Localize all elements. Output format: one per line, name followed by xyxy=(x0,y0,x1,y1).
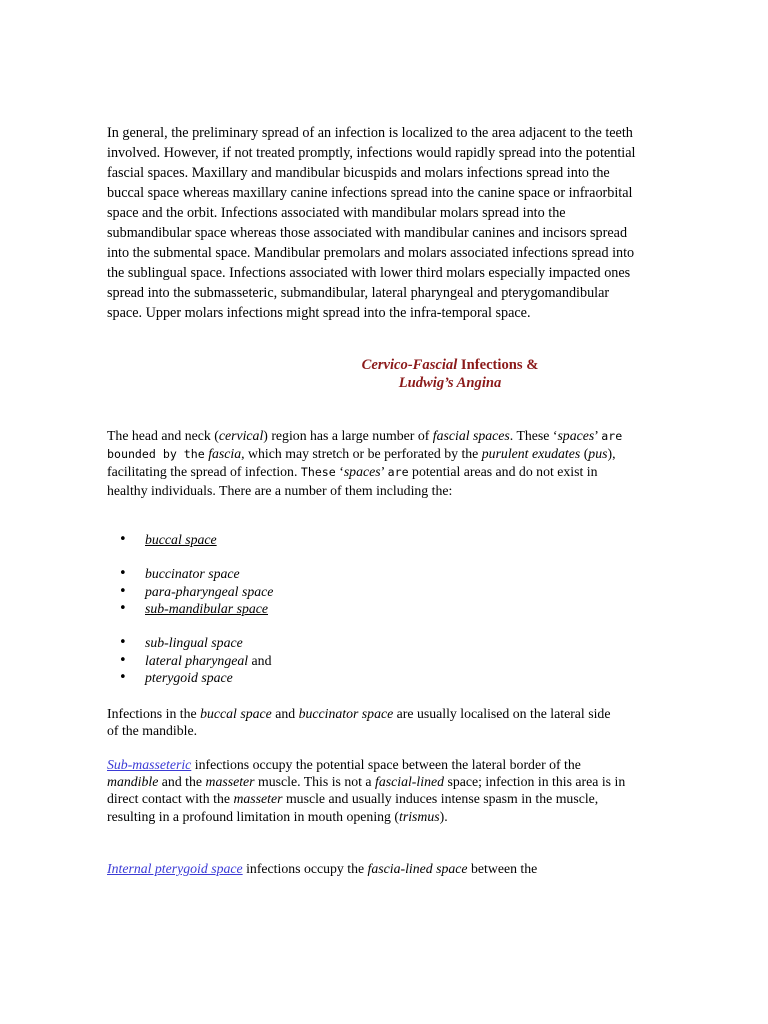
list-item-text: para-pharyngeal space xyxy=(145,583,274,599)
term-fascia: fascia xyxy=(208,446,242,462)
text-run: infections occupy the xyxy=(242,861,368,876)
term-fascia-lined-space: fascia-lined space xyxy=(367,861,468,876)
list-item xyxy=(107,531,217,549)
link-internal-pterygoid-space[interactable]: Internal pterygoid space xyxy=(107,861,243,876)
list-item-text: lateral pharyngeal xyxy=(145,652,249,668)
section-heading xyxy=(300,356,600,392)
text-run: infections occupy the potential space between the lateral border of the xyxy=(191,757,581,772)
term-masseter: masseter xyxy=(205,774,255,790)
text-run: , which may stretch or be perforated by the xyxy=(241,446,479,462)
space-list-1 xyxy=(107,531,217,549)
intro-paragraph: In general, the preliminary spread of an infection is localized to the area adjacent to the teeth involved. However, if not treated promptly, infections would rapidly spread into the potential fascial spaces. Maxillary and mandibular bicuspids and molars infections spread into the buccal space whereas maxillary canine infections spread into the canine space or infraorbital space and the orbit. Infections associated with mandibular molars spread into the submandibular space whereas those associated with mandibular canines and incisors spread into the submental space. Mandibular premolars and molars associated infections spread into the sublingual space. Infections associated with lower third molars especially impacted ones spread into the submasseteric, submandibular, lateral pharyngeal and pterygomandibular space. Upper molars infections might spread into the infra-temporal space. xyxy=(107,125,636,321)
link-sub-masseteric[interactable]: Sub-masseteric xyxy=(107,757,192,772)
heading-line-1 xyxy=(300,356,600,374)
list-item xyxy=(107,634,271,652)
text-run: between the xyxy=(467,861,538,876)
term-purulent-exudates: purulent exudates xyxy=(481,446,581,462)
list-item-text: sub-mandibular space xyxy=(145,601,269,616)
space-list-3 xyxy=(107,634,271,687)
paragraph-head-neck xyxy=(107,427,627,499)
paragraph-submasseteric xyxy=(107,756,627,825)
text-run: . These ‘ xyxy=(509,428,558,443)
heading-line-2: Ludwig’s Angina xyxy=(398,375,502,391)
text-run: ). xyxy=(439,808,448,824)
text-run: ), facilitating the spread of infection. xyxy=(107,446,616,480)
text-run: muscle. This is not a xyxy=(254,774,376,790)
term-pus: pus xyxy=(588,446,608,462)
term-cervical: cervical xyxy=(218,428,264,443)
mono-text-run: are bounded by the xyxy=(107,429,623,462)
text-run: ‘ xyxy=(335,464,344,480)
term-spaces: spaces xyxy=(557,428,595,443)
text-run: muscle and usually induces intense spasm in the muscle, resulting in a profound limitation in mouth opening ( xyxy=(107,791,599,824)
list-item xyxy=(107,600,273,618)
mono-text-run: These xyxy=(300,465,336,480)
text-run: Infections in the xyxy=(107,706,201,721)
list-item xyxy=(107,565,273,583)
term-buccinator-space: buccinator space xyxy=(298,706,394,721)
text-run: ’ xyxy=(594,428,602,443)
list-item xyxy=(107,669,271,687)
list-item-suffix: and xyxy=(248,652,272,668)
term-trismus: trismus xyxy=(399,808,440,824)
heading-italic-part: Cervico-Fascial xyxy=(361,357,458,373)
text-run: ) region has a large number of xyxy=(263,428,433,443)
text-run: The head and neck ( xyxy=(107,428,219,443)
term-mandible: mandible xyxy=(107,774,159,790)
mono-text-run: are xyxy=(387,465,409,480)
text-run: are usually localised on the lateral side of the mandible. xyxy=(107,706,611,739)
list-item-text: buccal space xyxy=(145,532,217,547)
list-item xyxy=(107,583,273,601)
term-masseter: masseter xyxy=(233,791,283,807)
text-run: ’ xyxy=(380,464,388,480)
list-item-text: sub-lingual space xyxy=(145,635,243,650)
term-spaces: spaces xyxy=(343,464,381,480)
list-item-text: pterygoid space xyxy=(145,670,233,685)
list-item xyxy=(107,652,271,670)
term-buccal-space: buccal space xyxy=(200,706,272,721)
text-run: and xyxy=(271,706,299,721)
term-fascial-lined: fascial-lined xyxy=(375,774,444,790)
space-list-2 xyxy=(107,565,273,618)
text-run: space; infection in this area is in direct contact with the xyxy=(107,774,626,807)
paragraph-internal-pterygoid xyxy=(107,860,627,877)
heading-rest: Infections & xyxy=(457,357,539,373)
text-run: potential areas and do not exist in healthy individuals. There are a number of them including the: xyxy=(107,464,598,498)
paragraph-buccal xyxy=(107,705,617,739)
text-run: and the xyxy=(158,774,206,790)
text-run: ( xyxy=(580,446,589,462)
list-item-text: buccinator space xyxy=(145,566,240,581)
term-fascial-spaces: fascial spaces xyxy=(432,428,510,443)
